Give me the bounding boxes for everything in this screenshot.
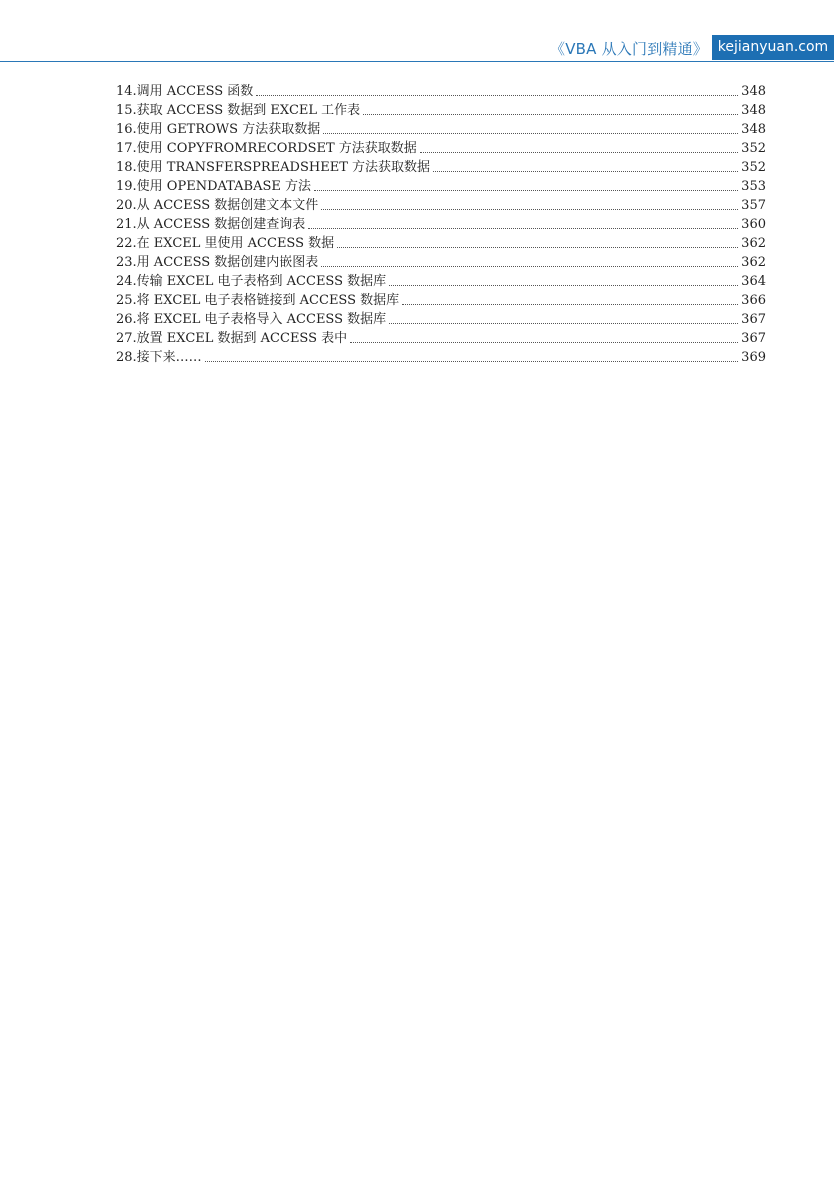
site-badge: kejianyuan.com <box>712 35 834 60</box>
toc-entry-title: 18.使用 TRANSFERSPREADSHEET 方法获取数据 <box>116 158 433 177</box>
toc-leader-dots <box>350 341 738 343</box>
toc-entry-page: 348 <box>738 120 766 139</box>
toc-entry <box>116 139 766 158</box>
toc-entry <box>116 234 766 253</box>
toc-leader-dots <box>389 322 738 324</box>
toc-leader-dots <box>321 265 738 267</box>
toc-entry <box>116 253 766 272</box>
toc-leader-dots <box>420 151 738 153</box>
toc-entry-page: 367 <box>738 310 766 329</box>
toc-leader-dots <box>363 113 738 115</box>
toc-entry <box>116 177 766 196</box>
toc-entry-title: 17.使用 COPYFROMRECORDSET 方法获取数据 <box>116 139 420 158</box>
toc-entry <box>116 215 766 234</box>
toc-entry-page: 369 <box>738 348 766 367</box>
toc-entry <box>116 196 766 215</box>
toc-entry <box>116 101 766 120</box>
toc-leader-dots <box>321 208 738 210</box>
toc-entry-title: 25.将 EXCEL 电子表格链接到 ACCESS 数据库 <box>116 291 402 310</box>
page-header <box>0 0 834 62</box>
toc-leader-dots <box>314 189 738 191</box>
toc-entry-page: 360 <box>738 215 766 234</box>
toc-leader-dots <box>433 170 738 172</box>
toc-entry <box>116 158 766 177</box>
toc-entry-page: 348 <box>738 101 766 120</box>
toc-entry <box>116 310 766 329</box>
toc-entry-page: 352 <box>738 139 766 158</box>
toc-entry-page: 348 <box>738 82 766 101</box>
toc-entry-page: 362 <box>738 253 766 272</box>
toc-entry-title: 21.从 ACCESS 数据创建查询表 <box>116 215 308 234</box>
toc-entry <box>116 291 766 310</box>
toc-entry <box>116 348 766 367</box>
toc-entry-title: 24.传输 EXCEL 电子表格到 ACCESS 数据库 <box>116 272 389 291</box>
toc-entry-page: 364 <box>738 272 766 291</box>
toc-entry <box>116 329 766 348</box>
toc-entry-page: 357 <box>738 196 766 215</box>
toc-leader-dots <box>389 284 738 286</box>
toc-entry-page: 362 <box>738 234 766 253</box>
toc-leader-dots <box>402 303 738 305</box>
toc-leader-dots <box>323 132 738 134</box>
toc-entry <box>116 120 766 139</box>
toc-entry-title: 27.放置 EXCEL 数据到 ACCESS 表中 <box>116 329 350 348</box>
toc-entry-title: 16.使用 GETROWS 方法获取数据 <box>116 120 323 139</box>
toc-entry-page: 353 <box>738 177 766 196</box>
toc-leader-dots <box>337 246 738 248</box>
toc-entry-title: 19.使用 OPENDATABASE 方法 <box>116 177 314 196</box>
toc-entry-title: 14.调用 ACCESS 函数 <box>116 82 256 101</box>
toc-leader-dots <box>256 94 738 96</box>
toc-entry-title: 28.接下来…… <box>116 348 205 367</box>
toc-entry-title: 22.在 EXCEL 里使用 ACCESS 数据 <box>116 234 337 253</box>
toc-entry <box>116 82 766 101</box>
toc-entry-title: 23.用 ACCESS 数据创建内嵌图表 <box>116 253 321 272</box>
toc-entry-page: 367 <box>738 329 766 348</box>
toc-leader-dots <box>205 360 738 362</box>
table-of-contents <box>116 82 766 367</box>
toc-entry-title: 26.将 EXCEL 电子表格导入 ACCESS 数据库 <box>116 310 389 329</box>
toc-entry-title: 20.从 ACCESS 数据创建文本文件 <box>116 196 321 215</box>
header-rule <box>0 61 834 62</box>
toc-entry <box>116 272 766 291</box>
toc-entry-page: 352 <box>738 158 766 177</box>
toc-leader-dots <box>308 227 738 229</box>
toc-entry-page: 366 <box>738 291 766 310</box>
toc-entry-title: 15.获取 ACCESS 数据到 EXCEL 工作表 <box>116 101 363 120</box>
book-title: 《VBA 从入门到精通》 <box>550 40 708 58</box>
